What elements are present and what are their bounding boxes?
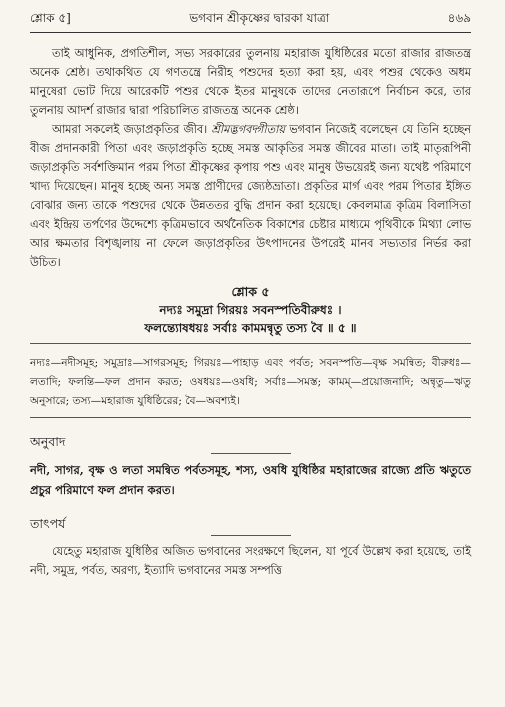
translation-text: নদী, সাগর, বৃক্ষ ও লতা সমন্বিত পর্বতসমূহ, শস্য, ওষধি যুধিষ্ঠির মহারাজের রাজ্যে প্রতি ঋতুতে প্রচুর পরিমাণে ফল প্রদান করত।	[30, 463, 471, 497]
header-rule	[30, 32, 471, 33]
paragraph-2-start: আমরা সকলেই জড়াপ্রকৃতির জীব।	[52, 123, 212, 136]
verse-line-1: নদ্যঃ সমুদ্রা গিরয়ঃ সবনস্পতিবীরুধঃ ।	[159, 303, 342, 317]
purport-title-rule	[211, 535, 291, 536]
synonyms-divider	[30, 417, 471, 418]
verse-heading: শ্লোক ৫	[231, 284, 270, 299]
header-chapter-title: ভগবান শ্রীকৃষ্ণের দ্বারকা যাত্রা	[189, 11, 330, 25]
page-body	[30, 44, 471, 580]
purport-title: তাৎপর্য	[30, 516, 66, 531]
purport-text: যেহেতু মহারাজ যুধিষ্ঠির অজিত ভগবানের সংরক্ষণে ছিলেন, যা পূর্বে উল্লেখ করা হয়েছে, তাই নদী, সমুদ্র, পর্বত, অরণ্য, ইত্যাদি ভগবানের সমস্ত সম্পত্তি	[30, 545, 471, 577]
header-page-number: ৪৬৯	[447, 11, 471, 25]
verse-divider	[30, 343, 471, 344]
translation-title: অনুবাদ	[30, 434, 66, 449]
scripture-title: শ্রীমদ্ভগবদ্গীতায়	[211, 123, 286, 136]
paragraph-2	[30, 120, 471, 272]
synonyms: নদ্যঃ—নদীসমূহ; সমুদ্রাঃ—সাগরসমূহ; গিরয়ঃ—পাহাড় এবং পর্বত; সবনস্পতি—বৃক্ষ সমন্বিত; বীরুধঃ—লতাদি; ফলন্তি—ফল প্রদান করত; ওষধয়ঃ—ওষধি; সর্বাঃ—সমস্ত; কামম্—প্রয়োজনাদি; অন্বৃতু—ঋতু অনুসারে; তস্য—মহারাজ যুধিষ্ঠিরের; বৈ—অবশ্যই।	[30, 357, 471, 407]
paragraph-1: তাই আধুনিক, প্রগতিশীল, সভ্য সরকারের তুলনায় মহারাজ যুধিষ্ঠিরের মতো রাজার রাজতন্ত্র অনেক শ্রেষ্ঠ। তথাকথিত যে গণতন্ত্রে নিরীহ পশুদের হত্যা করা হয়, এবং পশুর থেকেও অধম মানুষেরা ভোট দিয়ে আরেকটি পশুর থেকে ইতর মানুষকে তাদের নেতারূপে নির্বাচন করে, তার তুলনায় আদর্শ রাজার দ্বারা পরিচালিত রাজতন্ত্র অনেক শ্রেষ্ঠ।	[30, 47, 471, 117]
page-header	[30, 8, 471, 30]
header-verse-ref: শ্লোক ৫]	[30, 11, 71, 25]
verse-line-2: ফলন্ত্যোষধয়ঃ সর্বাঃ কামমন্বৃতু তস্য বৈ ॥ ৫ ॥	[144, 321, 357, 335]
translation-title-rule	[211, 453, 291, 454]
paragraph-2-rest: ভগবান নিজেই বলেছেন যে তিনি হচ্ছেন বীজ প্রদানকারী পিতা এবং জড়াপ্রকৃতি হচ্ছে সমস্ত আকৃতির সমস্ত জীবের মাতা। তাই মাতৃরূপিনী জড়াপ্রকৃতি সর্বশক্তিমান পরম পিতা শ্রীকৃষ্ণের কৃপায় পশু এবং মানুষ উভয়েরই জন্য যথেষ্ট পরিমাণে খাদ্য দিয়েছেন। মানুষ হচ্ছে অন্য সমস্ত প্রাণীদের জ্যেষ্ঠভ্রাতা। প্রকৃতির মার্গ এবং পরম পিতার ইঙ্গিত বোঝার জন্য তাকে পশুদের থেকে উন্নততর বুদ্ধি প্রদান করা হয়েছে। কেবলমাত্র কৃত্রিম বিলাসিতা এবং ইন্দ্রিয় তর্পণের উদ্দেশ্যে কৃত্রিমভাবে অর্থনৈতিক বিকাশের চেষ্টার মাধ্যমে পৃথিবীকে মিথ্যা লোভ আর ক্ষমতার বিশৃঙ্খলায় না ফেলে জড়াপ্রকৃতির উৎপাদনের উপরেই মানব সভ্যতার নির্ভর করা উচিত।	[30, 123, 471, 269]
